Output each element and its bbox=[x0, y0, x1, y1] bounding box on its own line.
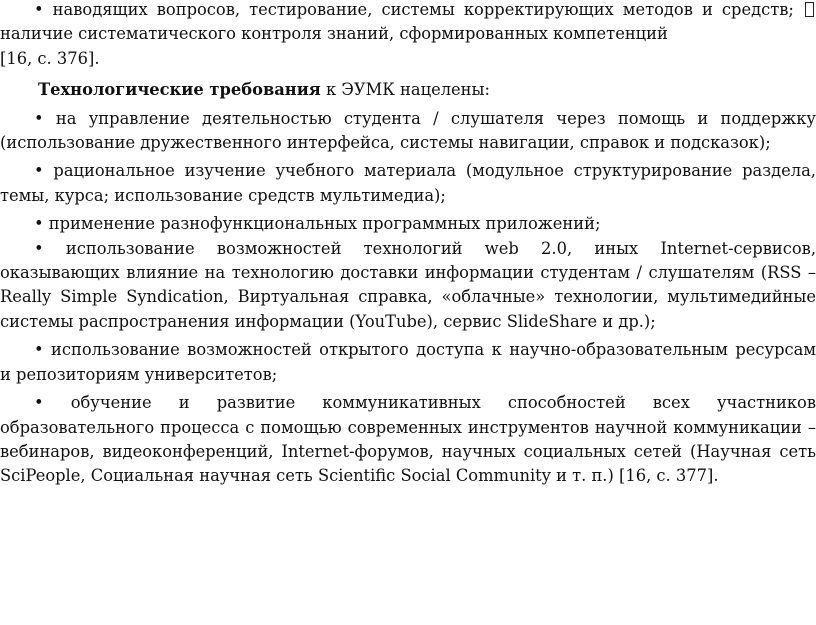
list-item: • использование возможностей технологий web 2.0, иных Internet-сервисов, оказывающих влияние на технологию доставки информации студентам / слушателям (RSS – Really Simple Syndication, Виртуальная справка, «облачные» технологии, мультимедийные системы распространения информации (YouTube), сервис SlideShare и др.); bbox=[0, 238, 816, 331]
intro-paragraph bbox=[0, 0, 816, 47]
list-item: • использование возможностей открытого доступа к научно-образовательным ресурсам и репозиториям университетов; bbox=[0, 340, 816, 384]
list-item: • рациональное изучение учебного материала (модульное структурирование раздела, темы, курса; использование средств мультимедиа); bbox=[0, 161, 816, 205]
section-heading bbox=[0, 78, 816, 102]
list-item: • на управление деятельностью студента / слушателя через помощь и поддержку (использование дружественного интерфейса, системы навигации, справок и подсказок); bbox=[0, 108, 816, 153]
list-item: • применение разнофункциональных программных приложений; bbox=[34, 214, 601, 234]
intro-text-part1: • наводящих вопросов, тестирование, системы корректирующих методов и средств; bbox=[34, 0, 794, 19]
section-heading-rest: к ЭУМК нацелены: bbox=[320, 80, 490, 100]
section-heading-bold: Технологические требования bbox=[38, 80, 321, 100]
missing-glyph-icon bbox=[805, 2, 814, 17]
intro-text-part2: наличие систематического контроля знаний, сформированных компетенций bbox=[0, 24, 668, 44]
intro-reference: [16, с. 376]. bbox=[0, 48, 100, 68]
list-item: • обучение и развитие коммуникативных способностей всех участников образовательного процесса с помощью современных инструментов научной коммуникации – вебинаров, видеоконференций, Internet-форумов, научных социальных сетей (Научная сеть SciPeople, Социальная научная сеть Scientific Social Community и т. п.) [16, с. 377]. bbox=[0, 393, 816, 486]
